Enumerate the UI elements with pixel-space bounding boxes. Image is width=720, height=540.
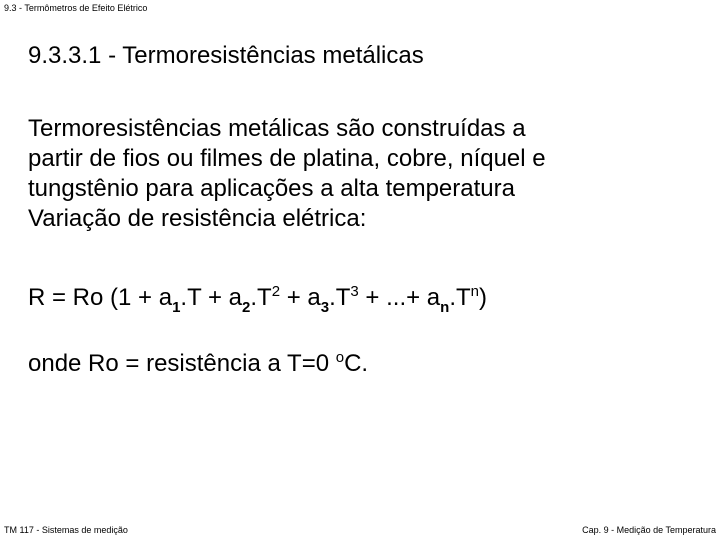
footer-course: TM 117 - Sistemas de medição [4,525,128,535]
superscript: 3 [350,283,359,300]
formula-text: R = Ro (1 + a [28,284,173,311]
formula-text: + ...+ a [358,284,441,311]
header-text: 9.3 - Termômetros de Efeito Elétrico [4,3,148,13]
slide-title: 9.3.3.1 - Termoresistências metálicas [28,42,424,69]
superscript: n [470,283,479,300]
subscript: 1 [172,299,181,316]
paragraph-line: partir de fios ou filmes de platina, cobre, níquel e [28,145,546,172]
footer-chapter: Cap. 9 - Medição de Temperatura [582,525,716,535]
subscript: 2 [242,299,251,316]
formula-text: + a [280,284,321,311]
subscript: n [440,299,450,316]
formula-text: .T [250,284,272,311]
paragraph-line: Termoresistências metálicas são construídas a [28,115,526,142]
formula-text: ) [478,284,487,311]
note-text: onde Ro = resistência a T=0 [28,350,336,377]
formula-text: .T + a [180,284,243,311]
degree-mark: o [335,349,345,366]
subscript: 3 [320,299,330,316]
superscript: 2 [271,283,281,300]
formula-text: .T [449,284,471,311]
paragraph-line: tungstênio para aplicações a alta temperatura [28,175,515,202]
resistance-formula [28,283,487,316]
definition-note [28,350,368,378]
note-text: C. [344,350,369,377]
paragraph-line: Variação de resistência elétrica: [28,205,367,232]
formula-text: .T [329,284,351,311]
body-paragraph [28,114,698,234]
